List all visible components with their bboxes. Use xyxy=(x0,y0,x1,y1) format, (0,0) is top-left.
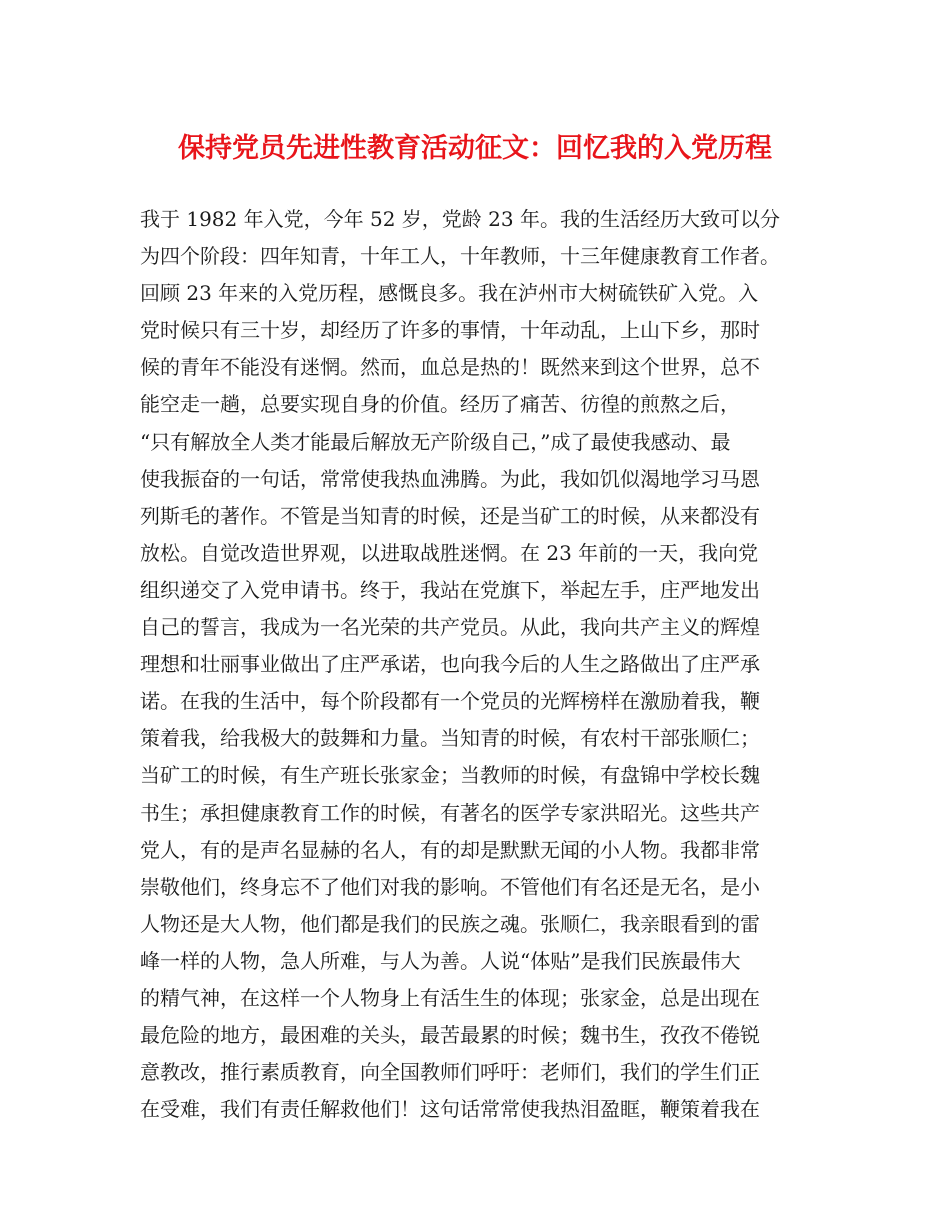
body-line: 回顾 23 年来的入党历程，感慨良多。我在泸州市大树硫铁矿入党。入 xyxy=(140,281,759,306)
body-line: 放松。自觉改造世界观，以进取战胜迷惘。在 23 年前的一天，我向党 xyxy=(140,540,759,565)
body-line: 理想和壮丽事业做出了庄严承诺，也向我今后的人生之路做出了庄严承 xyxy=(140,652,760,677)
body-line: 自己的誓言，我成为一名光荣的共产党员。从此，我向共产主义的辉煌 xyxy=(140,615,760,640)
body-line: “只有解放全人类才能最后解放无产阶级自己，”成了最使我感动、最 xyxy=(140,429,731,454)
body-line: 组织递交了入党申请书。终于，我站在党旗下，举起左手，庄严地发出 xyxy=(140,577,760,602)
body-line: 列斯毛的著作。不管是当知青的时候，还是当矿工的时候，从来都没有 xyxy=(140,503,760,528)
body-line: 我于 1982 年入党，今年 52 岁，党龄 23 年。我的生活经历大致可以分 xyxy=(140,207,780,231)
body-line: 人物还是大人物，他们都是我们的民族之魂。张顺仁，我亲眼看到的雷 xyxy=(140,911,760,936)
body-line: 最危险的地方，最困难的关头，最苦最累的时候；魏书生，孜孜不倦锐 xyxy=(140,1023,760,1048)
body-line: 意教改，推行素质教育，向全国教师们呼吁：老师们，我们的学生们正 xyxy=(140,1060,760,1085)
body-line: 候的青年不能没有迷惘。然而，血总是热的！既然来到这个世界，总不 xyxy=(140,355,760,380)
body-line: 使我振奋的一句话，常常使我热血沸腾。为此，我如饥似渴地学习马恩 xyxy=(140,466,760,491)
body-line: 党人，有的是声名显赫的名人，有的却是默默无闻的小人物。我都非常 xyxy=(140,837,760,862)
body-line: 在受难，我们有责任解救他们！这句话常常使我热泪盈眶，鞭策着我在 xyxy=(140,1097,760,1122)
body-line: 崇敬他们，终身忘不了他们对我的影响。不管他们有名还是无名，是小 xyxy=(140,874,760,899)
body-line: 峰一样的人物，急人所难，与人为善。人说“体贴”是我们民族最伟大 xyxy=(140,948,741,973)
body-line: 党时候只有三十岁，却经历了许多的事情，十年动乱，上山下乡，那时 xyxy=(140,318,760,343)
body-line: 书生；承担健康教育工作的时候，有著名的医学专家洪昭光。这些共产 xyxy=(140,800,760,825)
document-body xyxy=(140,201,840,1128)
body-line: 诺。在我的生活中，每个阶段都有一个党员的光辉榜样在激励着我，鞭 xyxy=(140,689,760,714)
document-title: 保持党员先进性教育活动征文：回忆我的入党历程 xyxy=(178,133,772,164)
body-line: 当矿工的时候，有生产班长张家金；当教师的时候，有盘锦中学校长魏 xyxy=(140,763,760,788)
body-line: 能空走一趟，总要实现自身的价值。经历了痛苦、彷徨的煎熬之后， xyxy=(140,392,740,417)
body-line: 策着我，给我极大的鼓舞和力量。当知青的时候，有农村干部张顺仁； xyxy=(140,726,760,751)
body-line: 的精气神，在这样一个人物身上有活生生的体现；张家金，总是出现在 xyxy=(140,985,760,1010)
body-line: 为四个阶段：四年知青，十年工人，十年教师，十三年健康教育工作者。 xyxy=(140,244,780,269)
